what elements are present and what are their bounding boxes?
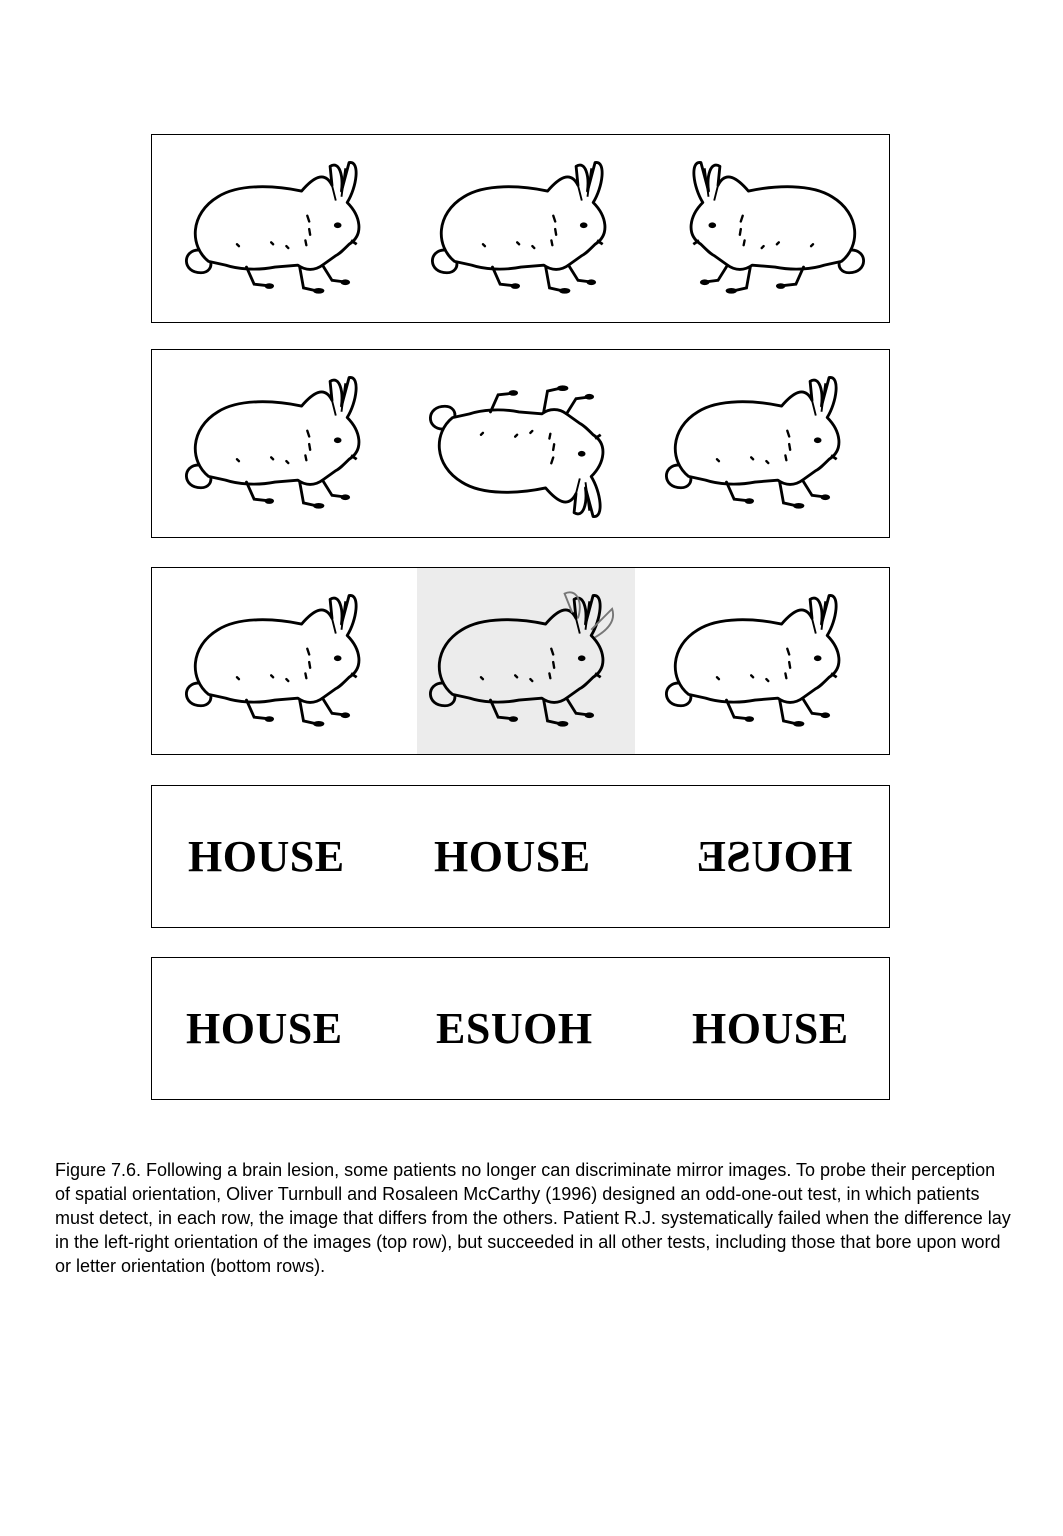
row-3-panel bbox=[151, 567, 890, 755]
rabbit-upside-down-image bbox=[424, 374, 614, 524]
rabbit-image bbox=[180, 155, 370, 305]
rabbit-image bbox=[660, 588, 850, 738]
word-mirrored: HOUSE bbox=[696, 832, 853, 881]
figure-caption: Figure 7.6. Following a brain lesion, some patients no longer can discriminate mirror images. To probe their perception of spatial orientation, Oliver Turnbull and Rosaleen McCarthy (1996) designed an odd-one-out test, in which patients must detect, in each row, the image that differs from the others. Patient R.J. systematically failed when the difference lay in the left-right orientation of the images (top row), but succeeded in all other tests, including those that bore upon word or letter orientation (bottom rows). bbox=[55, 1160, 1011, 1276]
word: HOUSE bbox=[186, 1004, 343, 1053]
word: HOUSE bbox=[434, 832, 591, 881]
word: HOUSE bbox=[188, 832, 345, 881]
rabbit-image bbox=[660, 370, 850, 520]
rabbit-image bbox=[426, 155, 616, 305]
rabbit-extra-ears-image bbox=[424, 588, 614, 738]
rabbit-mirrored-image bbox=[680, 155, 870, 305]
row-1-panel bbox=[151, 134, 890, 323]
row-5-panel bbox=[151, 957, 890, 1100]
row-4-panel bbox=[151, 785, 890, 928]
rabbit-image bbox=[180, 370, 370, 520]
word: HOUSE bbox=[692, 1004, 849, 1053]
rabbit-image bbox=[180, 588, 370, 738]
word-reversed: ESUOH bbox=[436, 1004, 593, 1053]
row-2-panel bbox=[151, 349, 890, 538]
